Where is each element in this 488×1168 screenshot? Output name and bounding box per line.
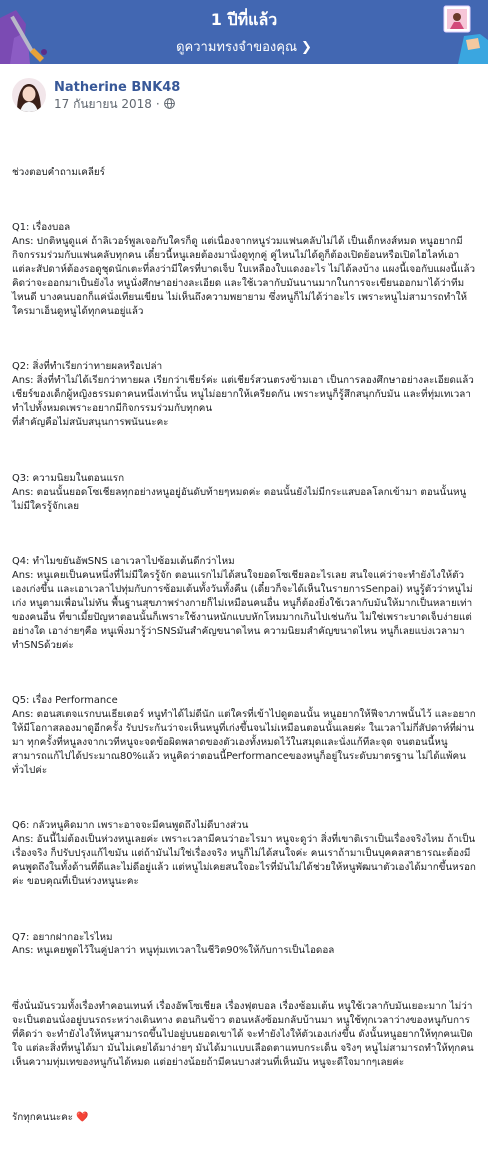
post-header xyxy=(12,72,476,118)
see-memories-label[interactable]: ดูความทรงจำของคุณ xyxy=(176,40,298,55)
avatar[interactable] xyxy=(12,78,46,112)
author-block xyxy=(54,79,180,112)
memories-banner xyxy=(0,0,488,64)
post-paragraph-q6: Q6: กลัวหนูคิดมาก เพราะอาจจะมีคนพูดถึงไม่ดีบางส่วน Ans: อันนี้ไม่ต้องเป็นห่วงหนูเลยค่ะ เพราะเวลามีคนว่าอะไรมา หนูจะดูว่า สิ่งที่เขาติเราเป็นเรื่องจริงไหม ถ้าเป็นเรื่องจริง ก็ปรับปรุงแก้ไขมัน แต่ถ้ามันไม่ใช่เรื่องจริง หนูก็ไม่ได้สนใจค่ะ คนเราถ้ามาเป็นบุคคลสาธารณะต้องมีคนพูดถึงในทั้งด้านที่ดีและไม่ดีอยู่แล้ว แต่หนูไม่เคยสนใจอะไรที่มันไม่ได้ช่วยให้หนูพัฒนาตัวเองได้มากขึ้นหรอกค่ะ ขอบคุณที่เป็นห่วงหนูนะคะ xyxy=(12,820,476,887)
post-paragraph-q5: Q5: เรื่อง Performance Ans: ตอนสเตจแรกบนเธียเตอร์ หนูทำได้ไม่ดีนัก แต่ใครที่เข้าไปดูตอนนั้น หนูอยากให้ฟีจาภาพนั้นไว้ และอยากให้มีโอกาสลองมาดูอีกครั้ง รับประกันว่าจะเห็นหนูที่เก่งขึ้นจนไม่เหมือนตอนนั้นเลยค่ะ ในเวลาไม่กี่สัปดาห์ที่ผ่านมา ทุกครั้งที่หนูลงจากเวทีหนูจะจดข้อผิดพลาดของตัวเองทั้งหมดไว้ในสมุดและนั่งแก้ทีละจุด จนตอนนี้หนูสามารถแก้ไปได้ประมาณ80%แล้ว หนูคิดว่าตอนนี้Performanceของหนูก็อยู่ในระดับมาตรฐาน ไม่ได้แพ้คนทั่วไปค่ะ xyxy=(12,695,476,776)
post-card xyxy=(0,64,488,1167)
post-paragraph-q3: Q3: ความนิยมในตอนแรก Ans: ตอนนั้นยอดโซเชียลทุกอย่างหนูอยู่อันดับท้ายๆหมดค่ะ ตอนนั้นยังไม่มีกระแสบอลโลกเข้ามา ตอนนั้นหนูไม่มีใครรู้จักเลย xyxy=(12,472,467,512)
post-meta xyxy=(54,96,180,112)
post-closing: รักทุกคนนะคะ xyxy=(12,1112,74,1124)
post-closing-line xyxy=(12,1111,476,1125)
globe-icon[interactable] xyxy=(164,98,175,109)
memory-title: 1 ปีที่แล้ว xyxy=(210,10,278,29)
chevron-right-icon[interactable]: ❯ xyxy=(301,40,312,55)
post-paragraph-q7: Q7: อยากฝากอะไรไหม Ans: หนูเคยพูดไว้ในคู่ปลาว่า หนูทุ่มเทเวลาในชีวิต90%ให้กับการเป็นไอดอล xyxy=(12,931,335,957)
heart-icon: ❤️ xyxy=(76,1112,89,1124)
author-name[interactable]: Natherine BNK48 xyxy=(54,79,181,95)
post-paragraph-q4: Q4: ทำไมขยันอัพSNS เอาเวลาไปซ้อมเต้นดีกว่าไหม Ans: หนูเคยเป็นคนหนึ่งที่ไม่มีใครรู้จัก ตอนแรกไม่ได้สนใจยอดโซเชียลอะไรเลย สนใจแค่ว่าจะทำยังไงให้ตัวเองเก่งขึ้น และเอาเวลาไปทุ่มกับการซ้อมเต้นทั้งวันทั้งคืน (เดี๋ยวก็จะได้เห็นในรายการSenpai) หนูรู้ตัวว่าหนูไม่เก่ง หนูตามเพื่อนไม่ทัน พื้นฐานสุขภาพร่างกายก็ไม่เหมือนคนอื่น หนูก็ต้องยิ่งใช้เวลากับมันให้มากเป็นหลายเท่าของคนอื่น ที่ขาเมี้ยปัญหาตอนนั้นก็เพราะใช้งานหนักแบบหักโหมมากเกินไปเช่นกัน ไม่ใช่เพราะบาดเจ็บง่ายแต่อย่างใด เอาง่ายๆคือ หนูเพิ่งมารู้ว่าSNSมันสำคัญขนาดไหน ความนิยมสำคัญขนาดไหน หนูก็เลยแบ่งเวลามาทำSNSด้วยค่ะ xyxy=(12,556,473,651)
see-memories-link[interactable] xyxy=(0,36,488,57)
avatar-image[interactable] xyxy=(12,78,46,112)
post-paragraph-q2: Q2: สิ่งที่ทำเรียกว่าทายผลหรือเปล่า Ans: สิ่งที่ทำไม่ได้เรียกว่าทายผล เรียกว่าเชียร์ค่ะ แต่เชียร์สวนตรงข้ามเอา เป็นการลองศึกษาอย่างละเอียดแล้วเชียร์ของเด็กผู้หญิงธรรมดาคนหนึ่งเท่านั้น หนูไม่อยากให้เครียดกัน เพราะหนูก็รู้สึกสนุกกับมัน และที่ทุ่มเทเวลาทำไปทั้งหมดเพราะอยากมีกิจกรรมร่วมกับทุกคน ที่สำคัญคือไม่สนับสนุนการพนันนะคะ xyxy=(12,361,474,429)
post-date[interactable]: 17 กันยายน 2018 xyxy=(54,96,152,111)
post-paragraph-q1: Q1: เรื่องบอล Ans: ปกติหนูดูแค่ ถ้าลิเวอร์พูลเจอกับใครก็ดู แต่เนื่องจากหนูร่วมแฟนคลับไม่ได้ เป็นเด็กหงส์หมด หนูอยากมีกิจกรรมร่วมกับแฟนคลับทุกคน เดี๋ยวนี้หนูเลยต้องมานั่งดูทุกคู่ คู่ไหนไม่ได้ดูก็ต้องเปิดย้อนหรือเปิดไฮไลท์เอา แต่ละสัปดาห์ต้องรอดูชุดนักเตะที่ลงว่ามีใครที่บาดเจ็บ ใบเหลืองใบแดงอะไร ไม่ได้ลงบ้าง แผงนี้เจอกับแผงนี้แล้วคิดว่าจะออกมาเป็นยังไง หนูนั่งศึกษาอย่างละเอียด และใช้เวลากับมันนานมากในการจะเขียนออกมาได้ว่าทีมไหนดี บางคนบอกก็แค่นั่งเทียนเขียน ไม่เห็นถึงความพยายาม ซึ่งหนูก็ไม่ได้ว่าอะไร เพราะหนูไม่สามารถทำให้ใครมาเอ็นดูหนูได้ทุกคนอยู่แล้ว xyxy=(12,222,476,317)
meta-separator: · xyxy=(155,96,160,111)
post-paragraph-intro: ช่วงตอบคำถามเคลียร์ xyxy=(12,166,105,178)
post-paragraph-conclusion: ซึ่งนั่นมันรวมทั้งเรื่องทำคอนเทนท์ เรื่องอัพโซเชียล เรื่องฟุตบอล เรื่องซ้อมเต้น หนูใช้เวลากับมันเยอะมาก ไม่ว่าจะเป็นตอนนั่งอยู่บนรถระหว่างเดินทาง ตอนกินข้าว ตอนหลังซ้อมกลับบ้านมา หนูใช้ทุกเวลาว่างของหนูกับการที่คิดว่า จะทำยังไงให้หนูสามารถขึ้นไปอยู่บนยอดเขาได้ จะทำยังไงให้ตัวเองเก่งขึ้น ดังนั้นหนูอยากให้ทุกคนเปิดใจ แต่ละสิ่งที่หนูได้มา มันไม่เคยได้มาง่ายๆ มันได้มาแบบเลือดตาแทบกระเด็น จริงๆ หนูไม่สามารถทำให้ทุกคนเห็นความทุ่มเทของหนูกันได้หมด แต่อย่างน้อยถ้ามีคนบางส่วนที่เห็นมัน หนูจะดีใจมากๆเลยค่ะ xyxy=(12,1001,474,1068)
post-body xyxy=(12,118,476,1167)
